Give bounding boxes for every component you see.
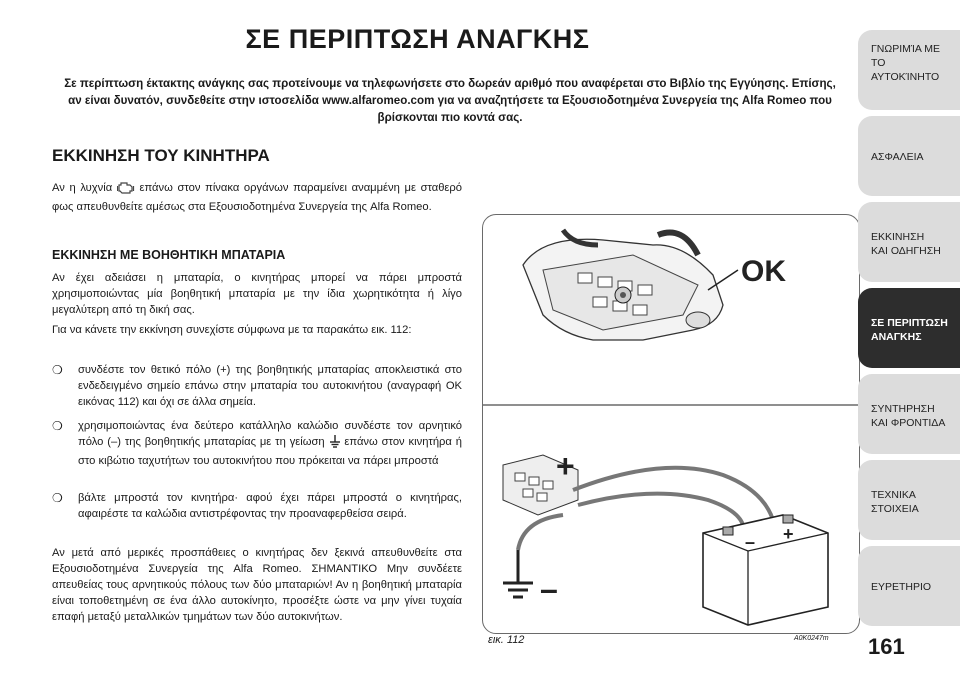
ok-label: OK [741, 255, 786, 288]
section-paragraph-end: επάνω στον πίνακα οργάνων παραμείνει αναμμένη με σταθερό φως απευθυνθείτε αμέσως στα Εξουσιοδοτημένα Συνεργεία της Alfa Romeo. [52, 182, 462, 213]
tab-starting-driving[interactable] [858, 202, 960, 282]
plus-label: + [556, 448, 575, 484]
section-paragraph [52, 180, 462, 215]
tab-label-line1: ΕΚΚΙΝΗΣΗ [871, 231, 925, 243]
tab-label-line2: ΑΥΤΟΚΊΝΗΤΟ [871, 71, 940, 83]
section-heading: ΕΚΚΙΝΗΣΗ ΤΟΥ ΚΙΝΗΤΗΡΑ [52, 146, 270, 165]
page-number: 161 [868, 634, 905, 659]
bullet-text-3: βάλτε μπροστά τον κινητήρα· αφού έχει πάρει μπροστά ο κινητήρας, αφαιρέστε τα καλώδια αντιστρέφοντας την προαναφερθείσα σειρά. [78, 492, 462, 520]
tab-label-line2: ΣΤΟΙΧΕΙΑ [871, 503, 919, 515]
bullet-mark: ❍ [52, 419, 63, 433]
paragraph-2: Για να κάνετε την εκκίνηση συνεχίστε σύμφωνα με τα παρακάτω εικ. 112: [52, 324, 412, 336]
figure-112 [482, 214, 860, 634]
tab-label-line1: ΑΣΦΑΛΕΙΑ [871, 151, 924, 163]
tab-maintenance[interactable] [858, 374, 960, 454]
battery-plus-label: + [783, 524, 794, 544]
bullet-text-2-start: χρησιμοποιώντας ένα δεύτερο κατάλληλο καλώδιο συνδέστε τον αρνητικό πόλο (–) της βοηθητικής μπαταρίας με τη γείωση [78, 420, 462, 448]
paragraph-1: Αν έχει αδειάσει η μπαταρία, ο κινητήρας μπορεί να πάρει μπροστά χρησιμοποιώντας μία βοηθητική μπαταρία με την ίδια χωρητικότητα ή λίγο μεγαλύτερη από τη δική σας. [52, 272, 462, 316]
bullet-mark: ❍ [52, 363, 63, 377]
tab-safety[interactable] [858, 116, 960, 196]
tab-label-line2: ΚΑΙ ΟΔΗΓΗΣΗ [871, 245, 941, 257]
battery-minus-label: – [745, 532, 756, 552]
bullet-text-2 [78, 418, 462, 469]
minus-label: – [540, 571, 558, 607]
tab-label-line1: ΣΕ ΠΕΡΙΠΤΩΣΗ [871, 317, 948, 329]
intro-paragraph: Σε περίπτωση έκτακτης ανάγκης σας προτείνουμε να τηλεφωνήσετε στο δωρεάν αριθμό που αναφέρεται στο Βιβλίο της Εγγύησης. Επίσης, αν είναι δυνατόν, συνδεθείτε στην ιστοσελίδα www.alfaromeo.com για να αναζητήσετε τα Εξουσιοδοτημένα Συνεργεία της Alfa Romeo που βρίσκονται πιο κοντά σας. [64, 77, 836, 124]
paragraph-3: Αν μετά από μερικές προσπάθειες ο κινητήρας δεν ξεκινά απευθυνθείτε στα Εξουσιοδοτημένα Συνεργεία της Alfa Romeo. ΣΗΜΑΝΤΙΚΟ Μην συνδέετε απευθείας τους αρνητικούς πόλους των δύο μπαταριών! Αν η βοηθητική μπαταρία είναι τοποθετημένη σε ένα άλλο αυτοκίνητο, προσέξτε ώστε να μην γίνει τυχαία επαφή μεταξύ μεταλλικών τμημάτων των δύο αυτοκινήτων. [52, 547, 462, 623]
ground-icon [329, 435, 341, 453]
tab-label-line1: ΣΥΝΤΗΡΗΣΗ [871, 403, 935, 415]
bullet-mark: ❍ [52, 491, 63, 505]
list-item [52, 490, 462, 522]
tab-emergency[interactable] [858, 288, 960, 368]
booster-battery [703, 515, 828, 625]
list-item [52, 418, 462, 469]
tab-label-line1: ΤΕΧΝΙΚΑ [871, 489, 916, 501]
tab-getting-to-know[interactable] [858, 30, 960, 110]
bullet-text-2-end: επάνω στον κινητήρα ή στο κιβώτιο ταχυτήτων του αυτοκινήτου που πρόκειται να πάρει μπροστά [78, 436, 462, 467]
ground-symbol [503, 550, 533, 597]
section-paragraph-start: Αν η λυχνία [52, 182, 113, 194]
tab-label-line1: ΕΥΡΕΤΗΡΙΟ [871, 581, 932, 593]
tab-technical-data[interactable] [858, 460, 960, 540]
figure-code: A0K0247m [794, 635, 829, 642]
figure-illustration [483, 215, 859, 633]
subsection-heading: ΕΚΚΙΝΗΣΗ ΜΕ ΒΟΗΘΗΤΙΚΗ ΜΠΑΤΑΡΙΑ [52, 248, 286, 262]
list-item [52, 362, 462, 410]
tab-label-line1: ΓΝΩΡΙΜΊΑ ΜΕ ΤΟ [871, 43, 941, 69]
page-title: ΣΕ ΠΕΡΙΠΤΩΣΗ ΑΝΑΓΚΗΣ [245, 24, 590, 54]
tab-label-line2: ΑΝΑΓΚΗΣ [871, 331, 922, 343]
figure-caption: εικ. 112 [488, 634, 525, 646]
tab-label-line2: ΚΑΙ ΦΡΟΝΤΙΔΑ [871, 417, 946, 429]
bullet-text-1: συνδέστε τον θετικό πόλο (+) της βοηθητικής μπαταρίας αποκλειστικά στο ενδεδειγμένο σημείο επάνω στην μπαταρία του αυτοκινήτου (αναγραφή OK εικόνας 112) και όχι σε άλλα σημεία. [78, 364, 462, 408]
engine-warning-icon [117, 181, 135, 199]
fuse-box-terminal [523, 230, 723, 340]
tab-index[interactable] [858, 546, 960, 626]
